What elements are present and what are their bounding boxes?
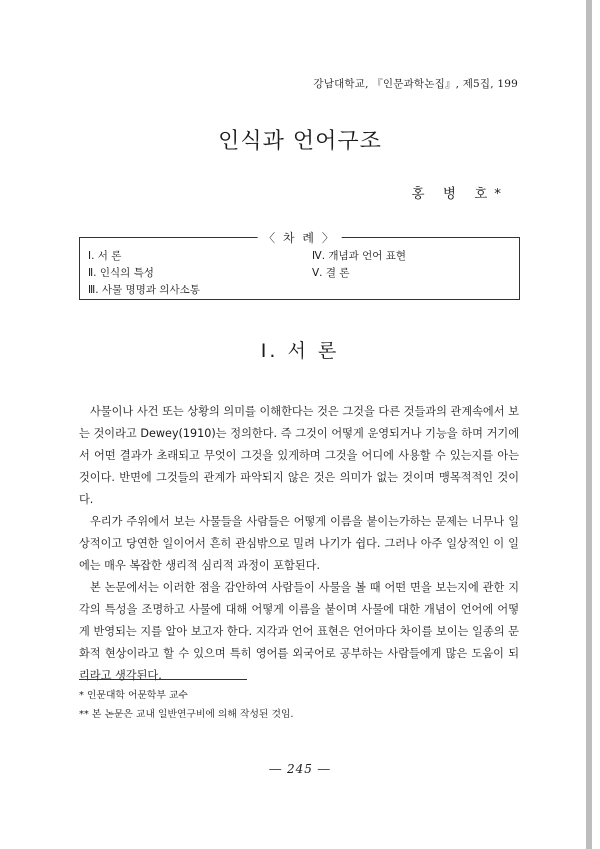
footnote-divider (79, 679, 247, 680)
toc-heading: 〈 차 례 〉 (257, 229, 342, 246)
paper-title: 인식과 언어구조 (218, 129, 382, 154)
paragraph-3: 본 논문에서는 이러한 점을 감안하여 사람들이 사물을 볼 때 어떤 면을 보는지에 관한 지각의 특성을 조명하고 사물에 대해 어떻게 이름을 붙이며 사물에 대한 개념이 언어에 어떻게 반영되는 지를 알아 보고자 한다. 지각과 언어 표현은 언어마다 차이를 보이는 일종의 문화적 현상이라고 할 수 있으며 특히 영어를 외국어로 공부하는 사람들에게 많은 도움이 되리라고 생각된다. (79, 581, 519, 682)
author-name: 홍 병 호* (411, 186, 508, 202)
toc-item-4: Ⅳ. 개념과 언어 표현 (312, 250, 407, 262)
page-number: ― 245 ― (269, 762, 331, 776)
toc-item-2: Ⅱ. 인식의 특성 (88, 267, 154, 279)
section-heading: Ⅰ. 서 론 (260, 340, 340, 362)
toc-item-5: Ⅴ. 결 론 (312, 267, 350, 279)
footnote-2: ** 본 논문은 교내 일반연구비에 의해 작성된 것임. (79, 709, 294, 720)
body-text (79, 401, 519, 687)
toc-heading-label: 차 례 (283, 231, 316, 245)
footnote-1: * 인문대학 어문학부 교수 (79, 690, 188, 701)
paragraph-2: 우리가 주위에서 보는 사물들을 사람들은 어떻게 이름을 붙이는가하는 문제는 너무나 일상적이고 당연한 일이어서 흔히 관심밖으로 밀려 나기가 쉽다. 그러나 아주 일상적인 이 일에는 매우 복잡한 생리적 심리적 과정이 포함된다. (79, 515, 519, 572)
running-header: 강남대학교, 『인문과학논집』, 제5집, 199 (313, 78, 518, 90)
table-of-contents (79, 231, 520, 300)
toc-item-1: Ⅰ. 서 론 (88, 250, 122, 262)
toc-item-3: Ⅲ. 사물 명명과 의사소통 (88, 284, 200, 296)
paragraph-1: 사물이나 사건 또는 상황의 의미를 이해한다는 것은 그것을 다른 것들과의 관계속에서 보는 것이라고 Dewey(1910)는 정의한다. 즉 그것이 어떻게 운영되거나 기능을 하며 거기에서 어떤 결과가 초래되고 무엇이 그것을 있게하며 그것을 어디에 사용할 수 있는지를 아는 것이다. 반면에 그것들의 관계가 파악되지 않은 것은 의미가 없는 것이며 맹목적적인 것이다. (79, 405, 519, 506)
